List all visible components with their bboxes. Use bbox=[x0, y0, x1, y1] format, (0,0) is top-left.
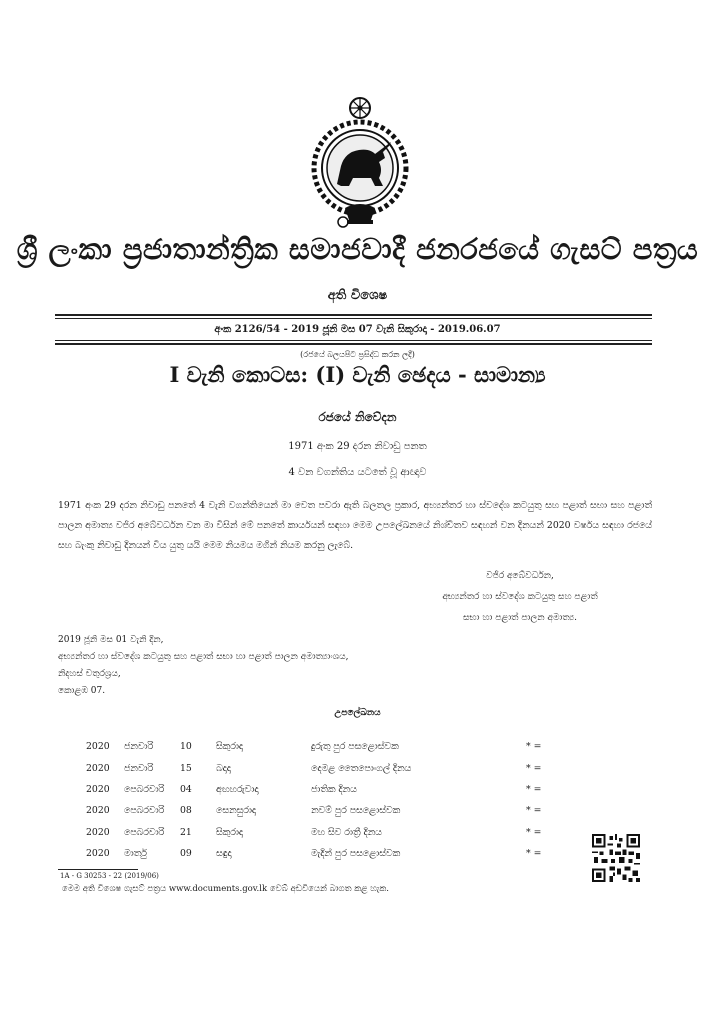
holiday-mark: * = bbox=[526, 826, 542, 838]
holiday-day: 10 bbox=[180, 741, 192, 753]
schedule-title: උපලේඛනය bbox=[334, 708, 381, 718]
holiday-year: 2020 bbox=[86, 741, 110, 753]
city-name: කොළඹ 07. bbox=[58, 686, 106, 696]
table-row bbox=[86, 736, 566, 757]
notification-heading: රජයේ නිවේදන bbox=[318, 410, 397, 424]
act-title: 1971 අංක 29 දරන නිවාඩු පනත bbox=[288, 441, 427, 452]
footer-divider bbox=[58, 869, 138, 870]
signature-block bbox=[405, 566, 635, 629]
holiday-name: මැදින් පුර පසළොස්වක bbox=[311, 848, 401, 860]
signatory-title: සභා හා පළාත් පාලන අමාත්‍ය. bbox=[462, 613, 578, 623]
header-divider bbox=[55, 340, 652, 341]
holiday-month: පෙබරවාරි bbox=[124, 805, 165, 817]
print-reference: 1A - G 30253 - 22 (2019/06) bbox=[60, 872, 159, 880]
table-row bbox=[86, 800, 566, 821]
national-emblem-icon bbox=[305, 96, 415, 230]
authority-line: (රජයේ බලයපිට ප්‍රසිද්ධ කරන ලදී) bbox=[300, 350, 415, 359]
holiday-weekday: සඳුදා bbox=[216, 848, 232, 860]
header-divider bbox=[55, 343, 652, 345]
holiday-month: පෙබරවාරි bbox=[124, 826, 165, 838]
table-row bbox=[86, 757, 566, 778]
holiday-weekday: සෙනසුරාදා bbox=[216, 805, 257, 817]
holiday-month: ජනවාරි bbox=[124, 741, 154, 753]
holiday-mark: * = bbox=[526, 848, 542, 860]
holiday-name: දුරුතු පුර පසළොස්වක bbox=[311, 741, 399, 753]
holiday-day: 04 bbox=[180, 783, 192, 795]
holiday-name: නවම් පුර පසළොස්වක bbox=[311, 805, 401, 817]
ministry-name: අභ්‍යන්තර හා ස්වදේශ කටයුතු සහ පළාත් සභා හා පළාත් පාලන අමාත්‍යාංශය, bbox=[58, 652, 349, 662]
table-row bbox=[86, 822, 566, 843]
notification-body: 1971 අංක 29 දරන නිවාඩු පනතේ 4 වැනි වගන්තියෙන් මා වෙත පවරා ඇති බලතල ප්‍රකාර, අභ්‍යන්තර හා ස්වදේශ කටයුතු සහ පළාත් සභා සහ පළාත් පාලන අමාත්‍ය වජිර අබේවර්ධන වන මා විසින් මේ පනතේ කාර්යයන් සඳහා මෙම උපලේඛනයේ නිශ්චිතව සඳහන් වන දිනයන් 2020 වර්ෂය සඳහා රජයේ සහ බැංකු නිවාඩු දිනයන් විය යුතු යයි මෙම නියමය මගින් නියම කරනු ලැබේ. bbox=[58, 500, 652, 551]
holiday-day: 08 bbox=[180, 805, 192, 817]
holiday-weekday: සිකුරාදා bbox=[216, 741, 244, 753]
holiday-year: 2020 bbox=[86, 805, 110, 817]
holiday-weekday: සිකුරාදා bbox=[216, 826, 244, 838]
holiday-day: 21 bbox=[180, 826, 192, 838]
holiday-name: ජාතික දිනය bbox=[311, 783, 357, 795]
holiday-mark: * = bbox=[526, 805, 542, 817]
table-row bbox=[86, 779, 566, 800]
holiday-weekday: අඟහරුවාදා bbox=[216, 783, 259, 795]
holiday-table bbox=[86, 736, 566, 864]
holiday-name: මහ සිව රාත්‍රී දිනය bbox=[311, 826, 382, 838]
holiday-month: මාර්තු bbox=[124, 848, 147, 860]
issue-date: 2019 ජූනි මස 01 වැනි දින, bbox=[58, 635, 164, 645]
signatory-name: වජිර අබේවර්ධන, bbox=[486, 571, 554, 581]
holiday-weekday: බදාදා bbox=[216, 762, 231, 774]
holiday-month: ජනවාරි bbox=[124, 762, 154, 774]
holiday-year: 2020 bbox=[86, 762, 110, 774]
qr-code-icon bbox=[592, 834, 640, 882]
date-address-block bbox=[58, 632, 348, 700]
holiday-name: දෙමළ තෛපොංගල් දිනය bbox=[311, 762, 412, 774]
holiday-year: 2020 bbox=[86, 848, 110, 860]
holiday-year: 2020 bbox=[86, 783, 110, 795]
extraordinary-label: අති විශෙෂ bbox=[327, 288, 388, 303]
header-divider bbox=[55, 314, 652, 316]
gazette-title: ශ්‍රී ලංකා ප්‍රජාතාන්ත්‍රික සමාජවාදී ජනරජයේ ගැසට් පත්‍රය bbox=[16, 232, 699, 266]
holiday-mark: * = bbox=[526, 783, 542, 795]
holiday-mark: * = bbox=[526, 741, 542, 753]
issue-line: අංක 2126/54 - 2019 ජූනි මස 07 වැනි සිකුරාදා - 2019.06.07 bbox=[214, 324, 501, 335]
table-row bbox=[86, 843, 566, 864]
holiday-mark: * = bbox=[526, 762, 542, 774]
part-heading: I වැනි කොටස: (I) වැනි ඡෙදය - සාමාන්‍ය bbox=[169, 362, 546, 387]
download-note: මෙම අති විශෙෂ ගැසට් පත්‍රය www.documents.gov.lk වෙබ් අඩවියෙන් බාගත කළ හැක. bbox=[62, 884, 389, 894]
section-title: 4 වන වගන්තිය යටතේ වූ ආඥාව bbox=[288, 467, 427, 478]
holiday-day: 15 bbox=[180, 762, 192, 774]
holiday-year: 2020 bbox=[86, 826, 110, 838]
building-name: නිදහස් චතුරශ්‍රය, bbox=[58, 669, 121, 679]
holiday-month: පෙබරවාරි bbox=[124, 783, 165, 795]
signatory-title: අභ්‍යන්තර හා ස්වදේශ කටයුතු සහ පළාත් bbox=[442, 592, 598, 602]
header-divider bbox=[55, 318, 652, 319]
holiday-day: 09 bbox=[180, 848, 192, 860]
